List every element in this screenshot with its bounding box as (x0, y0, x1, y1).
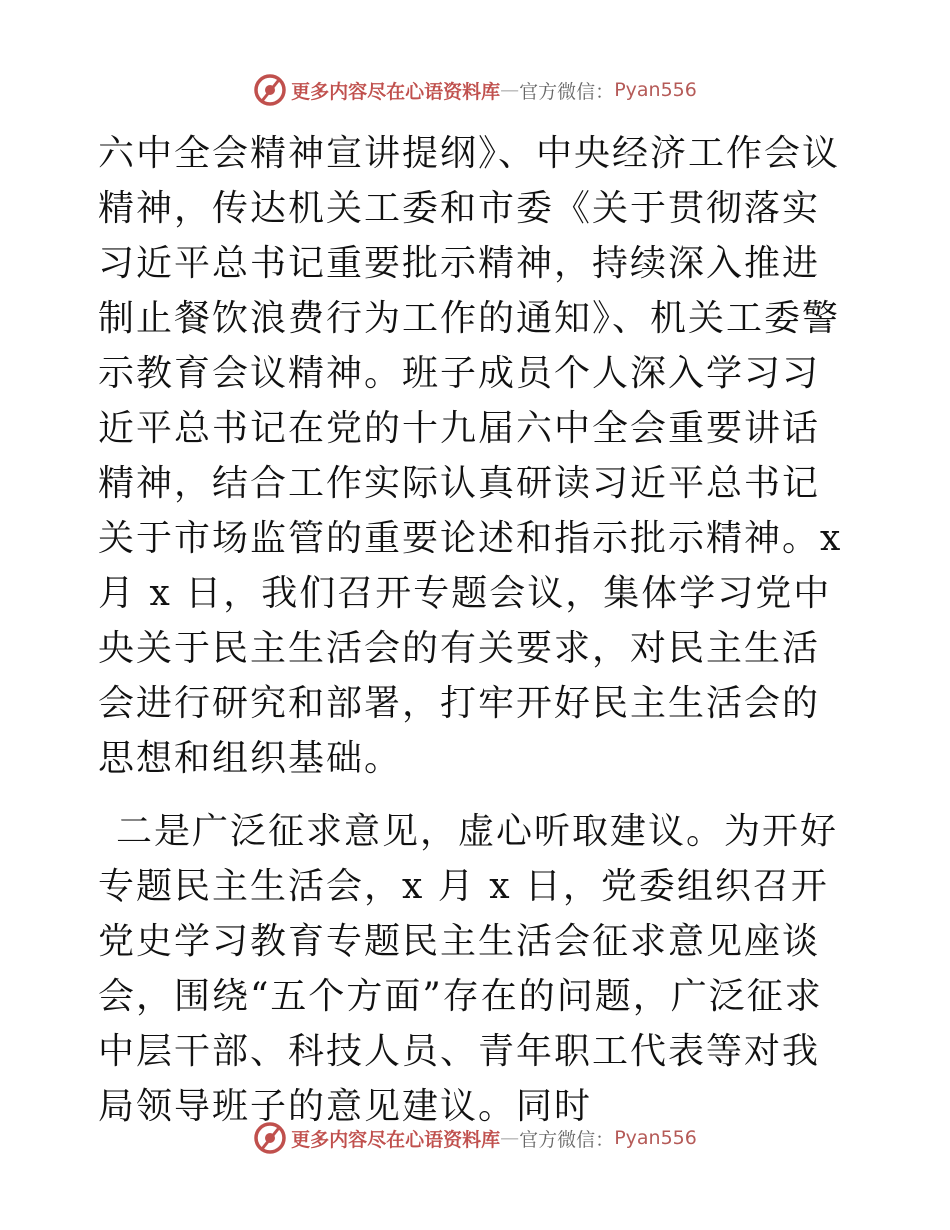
footer-separator: — (500, 1127, 520, 1149)
header-banner (0, 70, 950, 110)
document-body (98, 126, 850, 1134)
body-paragraph-1: 六中全会精神宣讲提纲》、中央经济工作会议精神，传达机关工委和市委《关于贯彻落实习近平总书记重要批示精神，持续深入推进制止餐饮浪费行为工作的通知》、机关工委警示教育会议精神。班子成员个人深入学习习近平总书记在党的十九届六中全会重要讲话精神，结合工作实际认真研读习近平总书记关于市场监管的重要论述和指示批示精神。x 月 x 日，我们召开专题会议，集体学习党中央关于民主生活会的有关要求，对民主生活会进行研究和部署，打牢开好民主生活会的思想和组织基础。 (98, 133, 843, 779)
header-separator: — (500, 79, 520, 101)
footer-wechat-id: Pyan556 (614, 1127, 697, 1149)
footer-banner (0, 1118, 950, 1158)
brand-logo-icon (253, 73, 287, 107)
body-paragraph-2: 二是广泛征求意见，虚心听取建议。为开好专题民主生活会，x 月 x 日，党委组织召开党史学习教育专题民主生活会征求意见座谈会，围绕“五个方面”存在的问题，广泛征求中层干部、科技人员、青年职工代表等对我局领导班子的意见建议。同时 (98, 811, 839, 1127)
footer-official-label: 官方微信： (519, 1128, 615, 1151)
header-wechat-id: Pyan556 (614, 79, 697, 101)
header-official-label: 官方微信： (519, 80, 615, 103)
footer-site-name: 更多内容尽在心语资料库 (291, 1128, 501, 1151)
header-site-name: 更多内容尽在心语资料库 (291, 80, 501, 103)
brand-logo-icon (253, 1121, 287, 1155)
